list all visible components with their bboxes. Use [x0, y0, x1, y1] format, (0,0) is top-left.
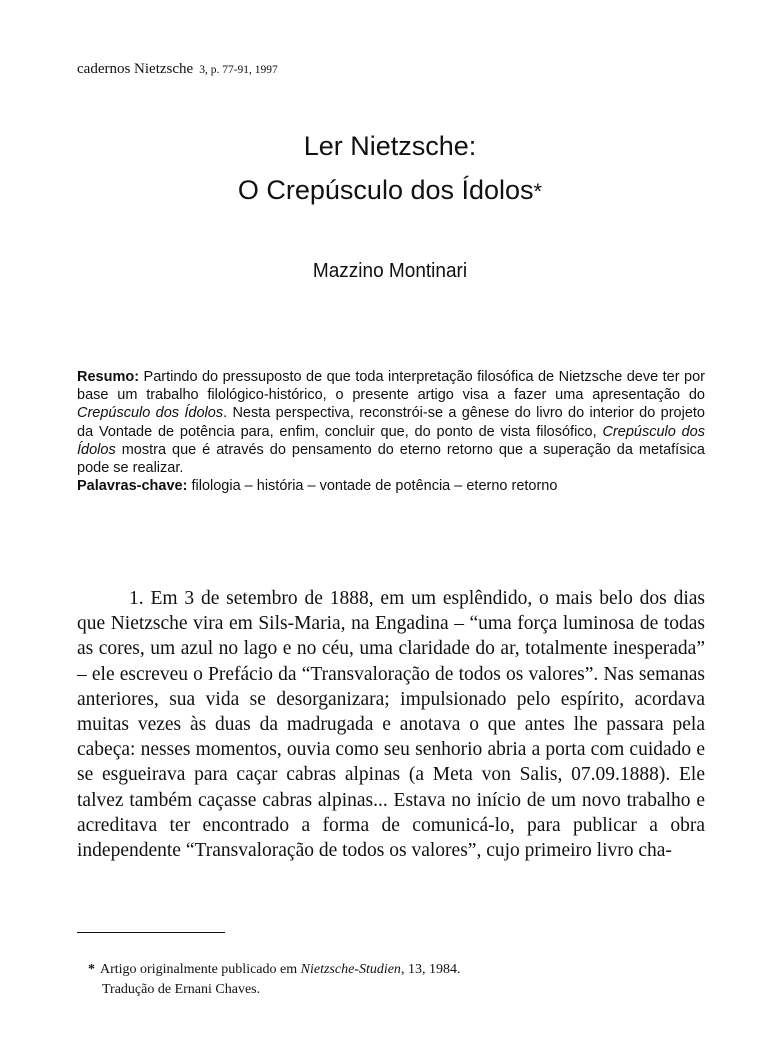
- keywords-text: filologia – história – vontade de potência – eterno retorno: [187, 478, 558, 495]
- footnote: [88, 960, 460, 1000]
- abstract-italic-1: Crepúsculo dos Ídolos: [77, 405, 224, 422]
- abstract-text-1: Partindo do pressuposto de que toda interpretação filosófica de Nietzsche deve ter por base um trabalho filológico-histórico, o presente artigo visa a fazer uma apresentação do: [77, 369, 705, 404]
- title-line-2: [0, 168, 780, 214]
- title-line-2-text: O Crepúsculo dos Ídolos: [237, 175, 534, 205]
- article-title: [0, 124, 780, 214]
- abstract-italic-2: Crepúsculo dos Ídolos: [77, 423, 705, 458]
- footnote-marker: *: [88, 962, 95, 977]
- title-line-1: Ler Nietzsche:: [303, 131, 477, 161]
- footnote-translation: Tradução de Ernani Chaves.: [102, 982, 261, 997]
- body-paragraph-1: 1. Em 3 de setembro de 1888, em um esplêndido, o mais belo dos dias que Nietzsche vira em Sils-Maria, na Engadina – “uma força luminosa de todas as cores, um azul no lago e no céu, uma claridade do ar, totalmente inesperada” – ele escreveu o Prefácio da “Transvaloração de todos os valores”. Nas semanas anteriores, sua vida se desorganizara; impulsionado pelo espírito, acordava muitas vezes às duas da madrugada e anotava o que antes lhe passara pela cabeça: nesses momentos, ouvia como seu senhorio abria a porta com cuidado e se esgueirava para caçar cabras alpinas (a Meta von Salis, 07.09.1888). Ele talvez também caçasse cabras alpinas... Estava no início de um novo trabalho e acreditava ter encontrado a forma de comunicá-lo, para publicar a obra independente “Transvaloração de todos os valores”, cujo primeiro livro cha-: [77, 588, 705, 862]
- footnote-text-1: Artigo originalmente publicado em: [100, 962, 301, 977]
- author-name: Mazzino Montinari: [312, 260, 468, 282]
- footnote-text-2: , 13, 1984.: [400, 962, 461, 977]
- abstract-text-3: mostra que é através do pensamento do eterno retorno que a superação da metafísica pode se realizar.: [77, 441, 705, 477]
- footnote-divider: [77, 932, 225, 933]
- title-footnote-marker: *: [533, 179, 543, 204]
- running-header: [77, 61, 278, 78]
- keywords-paragraph: [77, 477, 705, 495]
- abstract-block: [77, 368, 705, 495]
- journal-name: cadernos Nietzsche: [77, 61, 194, 77]
- keywords-label: Palavras-chave:: [77, 478, 188, 495]
- abstract-text-2: . Nesta perspectiva, reconstrói-se a gênese do livro do interior do projeto da Vontade de potência para, enfim, concluir que, do ponto de vista filosófico,: [77, 405, 705, 440]
- issue-info: 3, p. 77-91, 1997: [199, 64, 278, 76]
- abstract-paragraph: [77, 368, 705, 477]
- body-text: [77, 586, 705, 863]
- abstract-label: Resumo:: [77, 369, 140, 385]
- footnote-italic: Nietzsche-Studien: [300, 962, 401, 977]
